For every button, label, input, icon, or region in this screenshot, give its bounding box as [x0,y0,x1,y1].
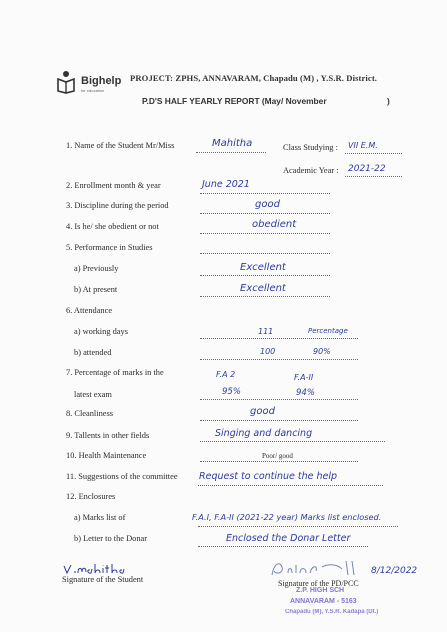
enclosures-label: 12. Enclosures [66,492,116,501]
present-dots [200,296,330,297]
previously-value: Excellent [240,262,286,273]
class-dots [345,153,402,154]
name-label: 1. Name of the Student Mr/Miss [66,141,175,150]
marks-list-value: F.A.I, F.A-II (2021-22 year) Marks list enclosed. [192,512,382,522]
report-title-close: ) [387,96,390,106]
marks-dots [200,399,358,400]
health-label: 10. Health Maintenance [66,451,147,460]
pd-signature [270,557,365,579]
logo-tagline: for education [81,89,105,93]
stamp-line-3: Chapadu (M), Y.S.R. Kadapa (Dt.) [285,609,379,615]
name-dots [196,152,266,153]
marks-list-label: a) Marks list of [74,513,126,522]
letter-value: Enclosed the Donar Letter [226,533,351,544]
fa2-value: 95% [222,387,241,397]
project-line: PROJECT: ZPHS, ANNAVARAM, Chapadu (M) , Y.S.R. District. [130,73,378,83]
working-dots [200,338,358,339]
enroll-dots [200,193,330,194]
letter-dots [198,546,368,547]
obedient-dots [200,233,330,234]
fa2-label: F.A 2 [216,370,236,379]
stamp-line-1: Z.P. HIGH SCH [296,587,345,594]
suggestions-value: Request to continue the help [199,471,338,482]
marks-label-2: latest exam [74,390,112,399]
cleanliness-label: 8. Cleanliness [66,409,113,418]
attended-dots [200,359,358,360]
working-label: a) working days [74,327,128,336]
cleanliness-dots [200,420,358,421]
obedient-value: obedient [252,219,297,230]
student-signature-label: Signature of the Student [62,575,144,584]
suggestions-label: 11. Suggestions of the committee [66,472,178,481]
suggestions-dots [198,485,383,486]
fa3-value: 94% [296,388,315,398]
letter-label: b) Letter to the Donar [74,534,148,543]
discipline-label: 3. Discipline during the period [66,201,169,210]
fa3-label: F.A-II [294,373,314,382]
present-value: Excellent [240,283,286,294]
pd-signature-label: Signature of the PD/PCC [278,579,359,588]
working-value: 111 [258,327,274,336]
bighelp-logo-icon [55,70,77,94]
marks-list-dots [198,526,398,527]
marks-label-1: 7. Percentage of marks in the [66,368,164,377]
signature-date: 8/12/2022 [371,566,418,576]
attended-value: 100 [260,347,276,356]
class-value: VII E.M. [348,141,378,150]
performance-dots [200,253,330,254]
enroll-label: 2. Enrollment month & year [66,181,161,190]
present-label: b) At present [74,285,118,294]
obedient-label: 4. Is he/ she obedient or not [66,222,159,231]
class-label: Class Studying : [283,143,338,152]
discipline-value: good [255,199,280,210]
attendance-label: 6. Attendance [66,306,113,315]
talents-value: Singing and dancing [215,428,313,439]
health-value: Poor/ good [262,452,293,460]
year-label: Academic Year : [283,166,339,175]
name-value: Mahitha [212,138,253,149]
health-dots [200,461,358,462]
performance-label: 5. Performance in Studies [66,243,153,252]
enroll-value: June 2021 [202,179,250,190]
cleanliness-value: good [250,406,275,417]
working-unit: Percentage [308,327,348,335]
previously-label: a) Previously [74,264,119,273]
discipline-dots [200,213,330,214]
report-title: P.D'S HALF YEARLY REPORT (May/ November [142,96,327,106]
stamp-line-2: ANNAVARAM - 5163 [290,598,357,605]
talents-label: 9. Tallents in other fields [66,431,150,440]
bighelp-logo [55,70,122,98]
attended-label: b) attended [74,348,112,357]
attended-pct: 90% [313,347,331,356]
year-dots [345,176,402,177]
previously-dots [200,275,330,276]
talents-dots [200,441,385,442]
logo-name: Bighelp [81,75,122,87]
year-value: 2021-22 [348,164,386,174]
